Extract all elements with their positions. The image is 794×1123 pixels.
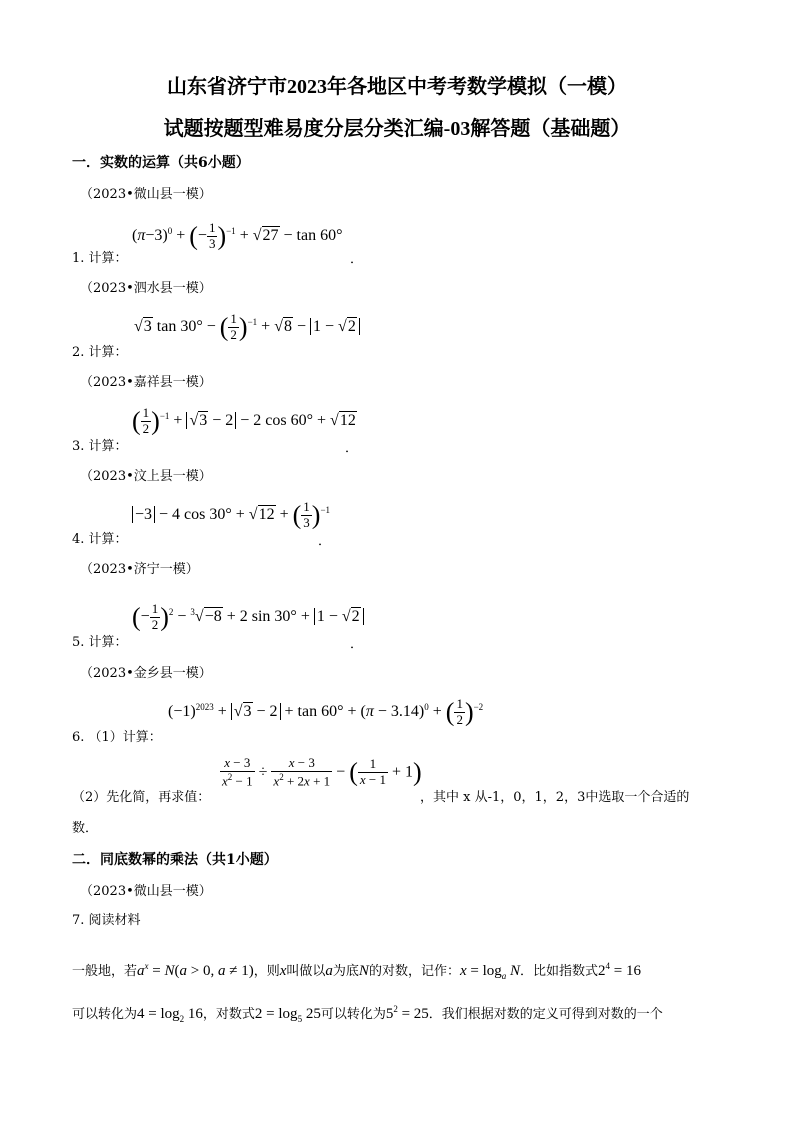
q6-expression-1: $(-1)^{2023} + √3 - 2 + \tan 60^\circ + (\pi - 3.14)^0$ + ( $\frac{1}{2}$ )$^{-2}$	[168, 696, 484, 727]
reading-text: 为底	[332, 964, 359, 979]
q5-label: 5. 计算：	[72, 635, 128, 650]
q1-source: （2023•微山县一模）	[80, 187, 212, 202]
q1-expression: $(\pi-3)^0$ + (− $\frac{1}{3}$ )$^{-1}$ + √27 − tan 60°	[132, 220, 343, 251]
q4-period: ．	[318, 534, 332, 549]
reading-text: 可以转化为	[320, 1007, 386, 1022]
math-inline: N	[358, 963, 369, 979]
q2-label: 2. 计算：	[72, 345, 128, 360]
q7-source: （2023•微山县一模）	[80, 884, 212, 899]
reading-line-1	[72, 960, 641, 981]
title-line-2: 试题按题型难易度分层分类汇编-03解答题（基础题）	[163, 118, 631, 140]
section-1-heading: 一．实数的运算（共6小题）	[72, 155, 250, 171]
q1-period: ．	[350, 252, 364, 267]
q6b-label: （2）先化简，再求值：	[72, 790, 211, 805]
reading-text: ，对数式	[202, 1007, 255, 1022]
q5-source: （2023•济宁一模）	[80, 562, 199, 577]
q6b-condition: ，其中 x 从-1，0，1，2，3中选取一个合适的	[420, 790, 690, 805]
q5-expression: (− $\frac{1}{2}$ )$^2$ − $^3$√−8 + 2 sin 30° + 1 − √2	[132, 602, 364, 633]
q6b-end: 数．	[72, 821, 99, 836]
reading-text: 的对数，记作：	[368, 964, 460, 979]
reading-text: 叫做以	[286, 964, 326, 979]
reading-text: ．比如指数式	[520, 964, 599, 979]
title-line-1: 山东省济宁市2023年各地区中考考数学模拟（一模）	[167, 76, 627, 98]
reading-line-2	[72, 1003, 663, 1024]
q6-source: （2023•金乡县一模）	[80, 666, 212, 681]
math-inline: $a^x = N(a > 0$, a ≠ 1)	[137, 961, 254, 979]
reading-text: ．我们根据对数的定义可得到对数的一个	[428, 1007, 663, 1022]
q3-label: 3. 计算：	[72, 439, 128, 454]
q7-label: 7. 阅读材料	[72, 913, 141, 928]
math-inline: $x = \log_a N$	[459, 963, 521, 981]
q3-period: ．	[345, 441, 359, 456]
math-inline: $5^2 = 25$	[385, 1004, 429, 1022]
reading-text: ，则	[253, 964, 280, 979]
math-inline: x	[279, 963, 287, 979]
q4-source: （2023•汶上县一模）	[80, 469, 212, 484]
reading-text: 一般地，若	[72, 964, 138, 979]
q2-expression: √3 tan 30° − ( $\frac{1}{2}$ )$^{-1}$ + √8 − 1 − √2	[134, 312, 360, 343]
math-inline: a	[325, 963, 333, 979]
q4-label: 4. 计算：	[72, 532, 128, 547]
q3-source: （2023•嘉祥县一模）	[80, 375, 212, 390]
q2-source: （2023•泗水县一模）	[80, 281, 212, 296]
q4-expression: −3 − 4 cos 30° + √12 + ( $\frac{1}{3}$ )$^{-1}$	[132, 500, 330, 531]
reading-text: 可以转化为	[72, 1007, 138, 1022]
q5-period: ．	[350, 637, 364, 652]
section-2-heading: 二．同底数幂的乘法（共1小题）	[72, 852, 278, 868]
q6-label: 6. （1）计算：	[72, 730, 162, 745]
math-inline: $2^4 = 16$	[598, 961, 642, 979]
q1-label: 1. 计算：	[72, 251, 128, 266]
math-inline: $4 = \log_2 16$	[137, 1006, 203, 1024]
math-inline: $2 = \log_5 25$	[254, 1006, 321, 1024]
q6-expression-2: $\frac{x - 3}{x^2 - 1}$ ÷ $\frac{x - 3}{x^2 + 2x + 1}$ − ( $\frac{1}{x - 1}$ + 1)	[222, 755, 422, 789]
q3-expression: ( $\frac{1}{2}$ )$^{-1}$ + √3 − 2 − 2 cos 60° + √12	[132, 405, 356, 436]
